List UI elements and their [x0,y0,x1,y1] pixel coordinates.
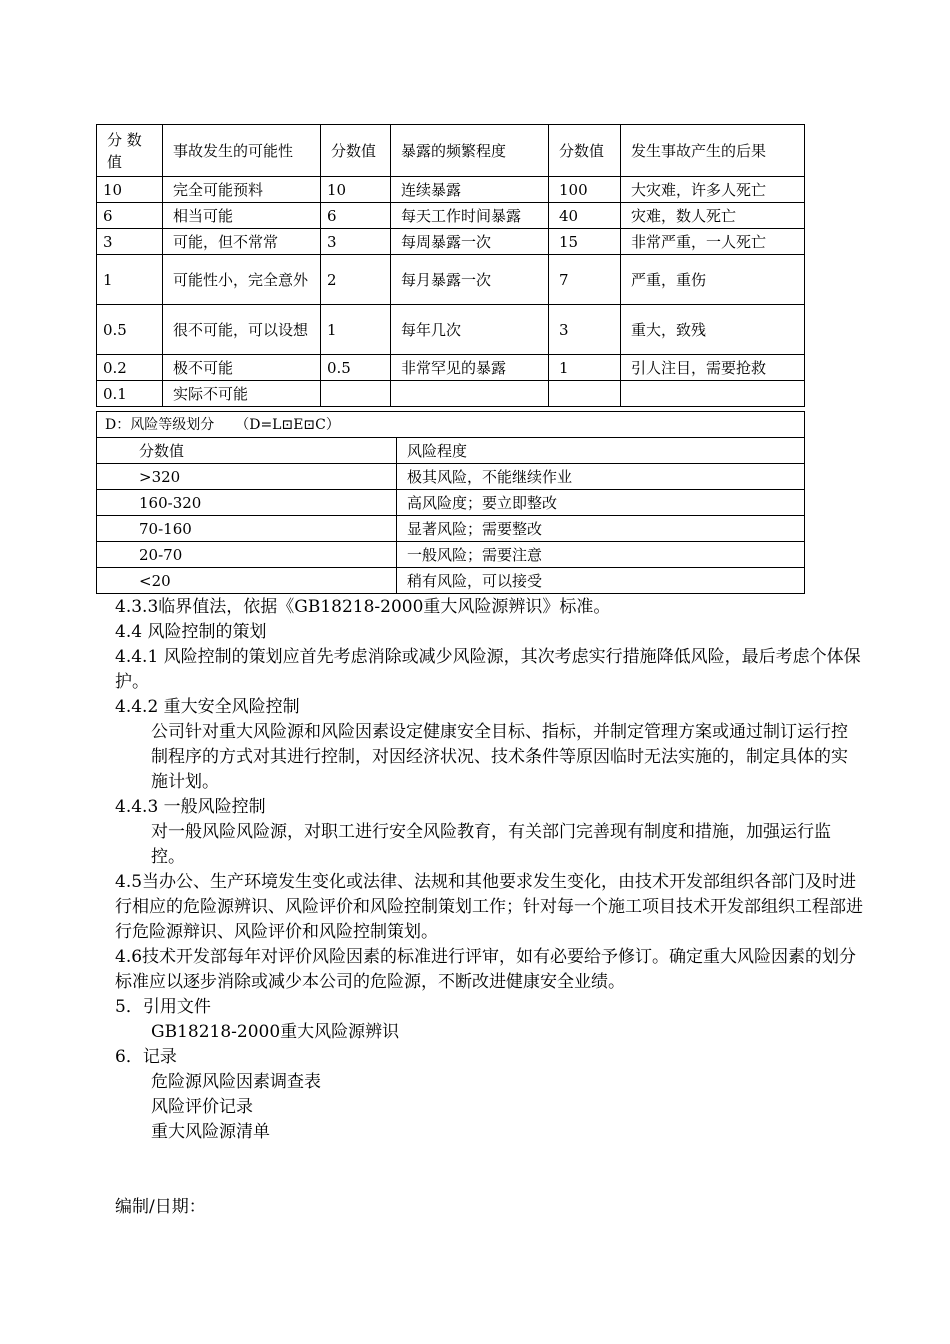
header-cell: 暴露的频繁程度 [391,125,549,177]
table-cell: 0.5 [97,305,163,355]
section-6-heading: 6．记录 [115,1047,177,1067]
table-cell: 1 [321,305,391,355]
prepared-by-date: 编制/日期： [115,1197,206,1217]
body-text [115,595,863,1145]
table-cell [321,381,391,407]
table-cell: 引人注目，需要抢救 [621,355,805,381]
table-cell: 可能性小，完全意外 [163,255,321,305]
table-cell: 6 [97,203,163,229]
table-row [97,464,805,490]
table-cell: 0.2 [97,355,163,381]
level-table-title: D：风险等级划分 （D=L⊡E⊡C） [97,412,805,438]
header-cell: 分数值 [321,125,391,177]
risk-level-table [96,411,805,594]
risk-score-table [96,124,805,407]
table-cell: 完全可能预料 [163,177,321,203]
table-cell: 10 [321,177,391,203]
table-row [97,381,805,407]
reference-item: GB18218-2000重大风险源辨识 [151,1022,400,1042]
table-row [97,177,805,203]
table-cell: 1 [97,255,163,305]
table-header-row [97,125,805,177]
table-cell: 极其风险，不能继续作业 [397,464,805,490]
table-cell: 15 [549,229,621,255]
table-cell: 3 [549,305,621,355]
section-4-4-3-heading: 4.4.3 一般风险控制 [115,797,266,817]
section-4-3-3: 4.3.3临界值法，依据《GB18218-2000重大风险源辨识》标准。 [115,597,611,617]
table-cell: 灾难，数人死亡 [621,203,805,229]
section-4-6: 4.6技术开发部每年对评价风险因素的标准进行评审，如有必要给予修订。确定重大风险因素的划分标准应以逐步消除或减少本公司的危险源，不断改进健康安全业绩。 [115,947,857,992]
table-row [97,305,805,355]
header-cell: 分 数值 [97,125,163,177]
table-cell: 稍有风险，可以接受 [397,568,805,594]
table-cell: 7 [549,255,621,305]
section-5-heading: 5．引用文件 [115,997,211,1017]
table-cell: 10 [97,177,163,203]
header-cell: 分数值 [97,438,397,464]
section-4-4-2-heading: 4.4.2 重大安全风险控制 [115,697,300,717]
table-cell: 3 [321,229,391,255]
header-cell: 发生事故产生的后果 [621,125,805,177]
section-4-4-2-text: 公司针对重大风险源和风险因素设定健康安全目标、指标，并制定管理方案或通过制订运行控制程序的方式对其进行控制，对因经济状况、技术条件等原因临时无法实施的，制定具体的实施计划。 [151,722,848,792]
table-row [97,490,805,516]
table-row [97,203,805,229]
table-cell [549,381,621,407]
table-cell: 每天工作时间暴露 [391,203,549,229]
table-cell: 3 [97,229,163,255]
table-cell: 重大，致残 [621,305,805,355]
level-header-row [97,438,805,464]
record-item: 危险源风险因素调查表 [151,1072,321,1092]
table-cell: 20-70 [97,542,397,568]
header-cell: 风险程度 [397,438,805,464]
table-cell: 100 [549,177,621,203]
table-row [97,516,805,542]
record-item: 重大风险源清单 [151,1122,270,1142]
section-4-4-heading: 4.4 风险控制的策划 [115,622,267,642]
table-cell: >320 [97,464,397,490]
table-cell: 实际不可能 [163,381,321,407]
table-cell: 严重，重伤 [621,255,805,305]
table-row [97,229,805,255]
table-cell: 160-320 [97,490,397,516]
table-cell: 显著风险；需要整改 [397,516,805,542]
table-cell: <20 [97,568,397,594]
table-cell: 连续暴露 [391,177,549,203]
table-cell: 大灾难，许多人死亡 [621,177,805,203]
table-cell: 非常严重，一人死亡 [621,229,805,255]
table-cell: 1 [549,355,621,381]
header-cell: 事故发生的可能性 [163,125,321,177]
table-cell: 0.1 [97,381,163,407]
table-cell: 可能，但不常常 [163,229,321,255]
table-cell: 很不可能，可以设想 [163,305,321,355]
table-cell: 极不可能 [163,355,321,381]
table-cell: 70-160 [97,516,397,542]
table-cell: 每年几次 [391,305,549,355]
record-item: 风险评价记录 [151,1097,253,1117]
table-row [97,568,805,594]
level-title-row [97,412,805,438]
table-cell [391,381,549,407]
table-cell [621,381,805,407]
section-4-4-1: 4.4.1 风险控制的策划应首先考虑消除或减少风险源，其次考虑实行措施降低风险，最后考虑个体保护。 [115,647,861,692]
table-cell: 每周暴露一次 [391,229,549,255]
table-cell: 相当可能 [163,203,321,229]
table-row [97,355,805,381]
table-cell: 6 [321,203,391,229]
table-cell: 高风险度；要立即整改 [397,490,805,516]
table-cell: 40 [549,203,621,229]
table-row [97,542,805,568]
table-cell: 每月暴露一次 [391,255,549,305]
table-cell: 非常罕见的暴露 [391,355,549,381]
table-cell: 2 [321,255,391,305]
table-row [97,255,805,305]
section-4-5: 4.5当办公、生产环境发生变化或法律、法规和其他要求发生变化，由技术开发部组织各部门及时进行相应的危险源辨识、风险评价和风险控制策划工作；针对每一个施工项目技术开发部组织工程部进行危险源辩识、风险评价和风险控制策划。 [115,872,863,942]
table-cell: 一般风险；需要注意 [397,542,805,568]
section-4-4-3-text: 对一般风险风险源，对职工进行安全风险教育，有关部门完善现有制度和措施，加强运行监控。 [151,822,831,867]
header-cell: 分数值 [549,125,621,177]
table-cell: 0.5 [321,355,391,381]
